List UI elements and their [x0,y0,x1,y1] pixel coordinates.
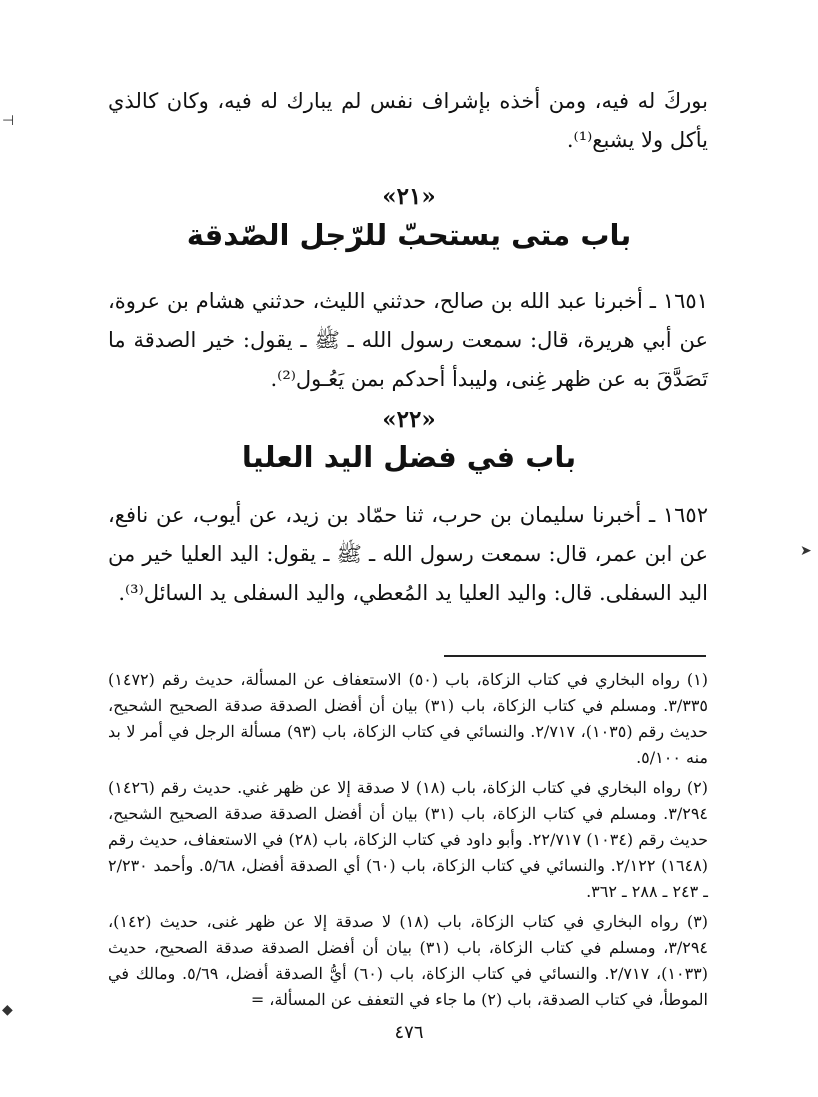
footnote-divider [444,655,706,657]
continuation-paragraph: بوركَ له فيه، ومن أخذه بإشراف نفس لم يبارك له فيه، وكان كالذي يأكل ولا يشبع⁽¹⁾. [108,89,708,152]
footnote-2: (٢) رواه البخاري في كتاب الزكاة، باب (١٨) لا صدقة إلا عن ظهر غني. حديث رقم (١٤٢٦) ٣/٢٩٤. ومسلم في كتاب الزكاة، باب (٣١) بيان أن أفضل الصدقة صدقة الصحيح الشحيح، حديث رقم (١٠٣٤) ٢٢/٧١٧. وأبو داود في كتاب الزكاة، باب (٢٨) في الاستعفاف، حديث رقم (١٦٤٨) ٢/١٢٢. والنسائي في كتاب الزكاة، باب (٦٠) أي الصدقة أفضل، ٥/٦٨. وأحمد ٢/٢٣٠ ـ ٢٤٣ ـ ٢٨٨ ـ ٣٦٢. [108,778,709,901]
chapter-21-number: «٢١» [382,183,436,210]
margin-mark-icon: ➤ [800,543,812,559]
footnotes [108,667,708,1017]
chapter-22-title: باب في فضل اليد العليا [241,440,577,474]
footnote-3: (٣) رواه البخاري في كتاب الزكاة، باب (١٨) لا صدقة إلا عن ظهر غنى، حديث (١٤٢)، ٣/٢٩٤، ومسلم في كتاب الزكاة، باب (٣١) بيان أن أفضل الصدقة صدقة الصحيح، حديث (١٠٣٣)، ٢/٧١٧. والنسائي في كتاب الزكاة، باب (٦٠) أيُّ الصدقة أفضل، ٥/٦٩. ومالك في الموطأ، في كتاب الصدقة، باب (٢) ما جاء في التعفف عن المسألة، = [108,912,709,1009]
margin-mark-icon: ⊣ [2,113,15,129]
hadith-1651: ١٦٥١ ـ أخبرنا عبد الله بن صالح، حدثني الليث، حدثني هشام بن عروة، عن أبي هريرة، قال: سمعت رسول الله ـ ﷺ ـ يقول: خير الصدقة ما تَصَدَّقَ به عن ظهر غِنى، وليبدأ أحدكم بمن يَعُـول⁽²⁾. [108,289,708,391]
chapter-21-title: باب متى يستحبّ للرّجل الصّدقة [186,218,632,252]
page-number: ٤٧٦ [394,1022,424,1043]
margin-mark-icon: ◆ [2,1002,13,1018]
hadith-1652: ١٦٥٢ ـ أخبرنا سليمان بن حرب، ثنا حمّاد بن زيد، عن أيوب، عن نافع، عن ابن عمر، قال: سمعت رسول الله ـ ﷺ ـ يقول: اليد العليا خير من اليد السفلى. قال: واليد العليا يد المُعطي، واليد السفلى يد السائل⁽³⁾. [108,503,708,605]
footnote-1: (١) رواه البخاري في كتاب الزكاة، باب (٥٠) الاستعفاف عن المسألة، حديث رقم (١٤٧٢) ٣/٣٣٥. ومسلم في كتاب الزكاة، باب (٣١) بيان أن أفضل الصدقة صدقة الصحيح الشحيح، حديث رقم (١٠٣٥)، ٢/٧١٧. والنسائي في كتاب الزكاة، باب (٩٣) مسألة الرجل في أمر لا بد منه ٥/١٠٠. [108,670,709,767]
chapter-22-number: «٢٢» [382,406,436,433]
